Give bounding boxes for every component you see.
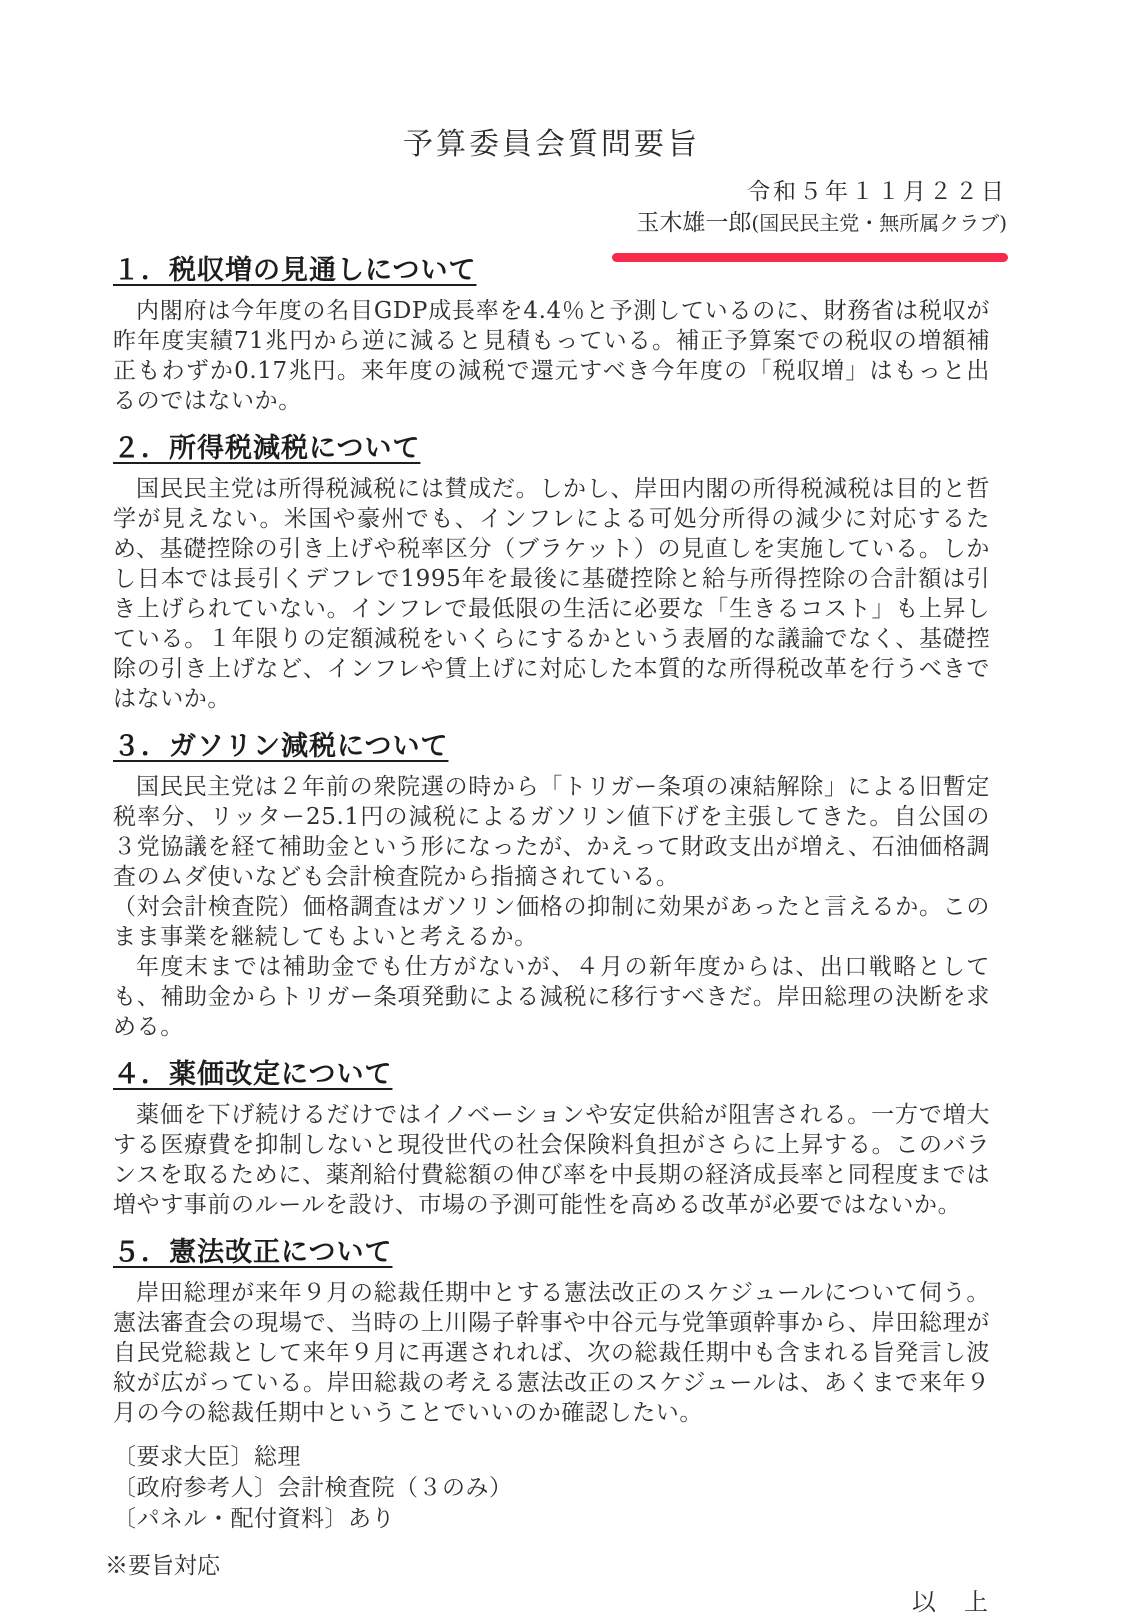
document-date: 令和５年１１月２２日	[747, 179, 1007, 205]
section-paragraph: 内閣府は今年度の名目GDP成長率を4.4％と予測しているのに、財務省は税収が昨年度実績71兆円から逆に減ると見積もっている。補正予算案での税収の増額補正もわずか0.17兆円。来年度の減税で還元すべき今年度の「税収増」はもっと出るのではないか。	[113, 298, 990, 414]
section-paragraph: 国民民主党は所得税減税には賛成だ。しかし、岸田内閣の所得税減税は目的と哲学が見えない。米国や豪州でも、インフレによる可処分所得の減少に対応するため、基礎控除の引き上げや税率区分（ブラケット）の見直しを実施している。しかし日本では長引くデフレで1995年を最後に基礎控除と給与所得控除の合計額は引き上げられていない。インフレで最低限の生活に必要な「生きるコスト」も上昇している。１年限りの定額減税をいくらにするかという表層的な議論でなく、基礎控除の引き上げなど、インフレや賃上げに対応した本質的な所得税改革を行うべきではないか。	[113, 476, 990, 712]
section-paragraph: 年度末までは補助金でも仕方がないが、４月の新年度からは、出口戦略としても、補助金からトリガー条項発動による減税に移行すべきだ。岸田総理の決断を求める。	[113, 954, 990, 1040]
section-paragraph: （対会計検査院）価格調査はガソリン価格の抑制に効果があったと言えるか。このまま事業を継続してもよいと考えるか。	[113, 894, 990, 950]
section-heading: ３．ガソリン減税について	[113, 731, 449, 762]
section-income-tax	[113, 432, 990, 714]
section-heading: １．税収増の見通しについて	[113, 255, 477, 286]
section-paragraph: 国民民主党は２年前の衆院選の時から「トリガー条項の凍結解除」による旧暫定税率分、リッター25.1円の減税によるガソリン値下げを主張してきた。自公国の３党協議を経て補助金という形になったが、かえって財政支出が増え、石油価格調査のムダ使いなども会計検査院から指摘されている。	[113, 774, 990, 890]
closing-text: 以 上	[912, 1588, 990, 1616]
section-paragraph: 薬価を下げ続けるだけではイノベーションや安定供給が阻害される。一方で増大する医療費を抑制しないと現役世代の社会保険料負担がさらに上昇する。このバランスを取るために、薬剤給付費総額の伸び率を中長期の経済成長率と同程度までは増やす事前のルールを設け、市場の予測可能性を高める改革が必要ではないか。	[113, 1102, 990, 1218]
section-heading: ２．所得税減税について	[113, 433, 421, 464]
note-government-witness: 〔政府参考人〕会計検査院（３のみ）	[113, 1475, 513, 1501]
section-drug-pricing	[113, 1058, 990, 1220]
remark-text: ※要旨対応	[105, 1553, 220, 1579]
note-panel-materials: 〔パネル・配付資料〕あり	[113, 1506, 395, 1532]
section-paragraph: 岸田総理が来年９月の総裁任期中とする憲法改正のスケジュールについて伺う。憲法審査会の現場で、当時の上川陽子幹事や中谷元与党筆頭幹事から、岸田総理が自民党総裁として来年９月に再選されれば、次の総裁任期中も含まれる旨発言し波紋が広がっている。岸田総裁の考える憲法改正のスケジュールは、あくまで来年９月の今の総裁任期中ということでいいのか確認したい。	[113, 1280, 990, 1426]
document-author	[113, 208, 1007, 238]
author-affiliation: (国民民主党・無所属クラブ)	[751, 211, 1007, 235]
section-gasoline-tax	[113, 730, 990, 1042]
section-tax-revenue	[113, 254, 990, 416]
page-title: 予算委員会質問要旨	[403, 127, 700, 162]
footer-notes	[113, 1442, 990, 1535]
section-heading: ５．憲法改正について	[113, 1237, 393, 1268]
author-name: 玉木雄一郎	[636, 210, 752, 236]
note-requested-minister: 〔要求大臣〕総理	[113, 1444, 301, 1470]
section-heading: ４．薬価改定について	[113, 1059, 393, 1090]
author-accent-underline	[612, 253, 1008, 262]
section-constitution	[113, 1236, 990, 1428]
